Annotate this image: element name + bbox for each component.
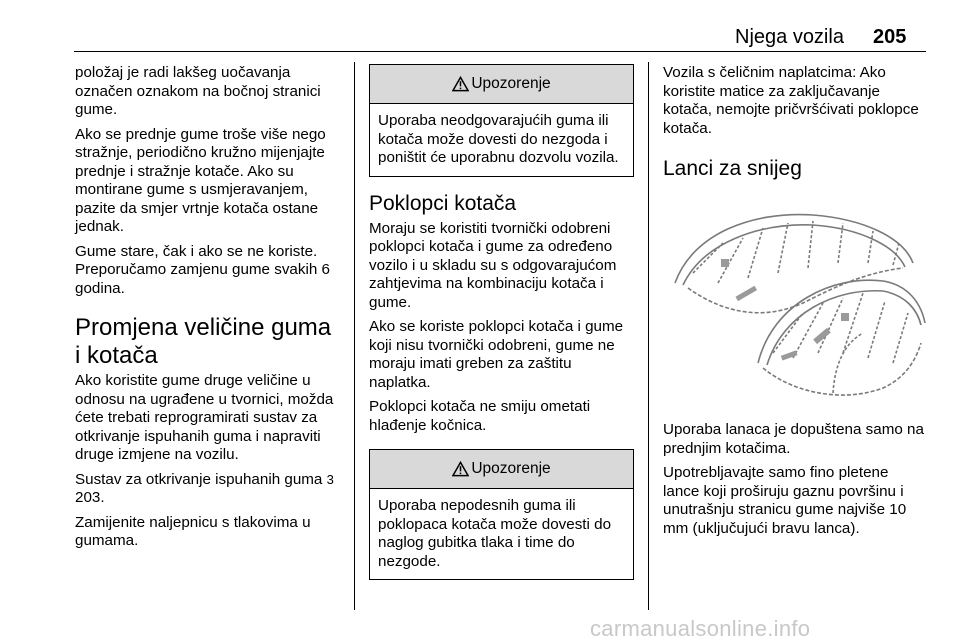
column-divider-2 [648,62,649,610]
paragraph-text: Sustav za otkrivanje ispuhanih guma [75,470,327,488]
column-1 [75,64,343,557]
column-divider-1 [354,62,355,610]
warning-header [370,450,633,489]
section-heading: Lanci za snijeg [663,157,802,180]
page-number: 205 [873,26,907,48]
warning-header [370,65,633,104]
watermark: carmanualsonline.info [590,616,811,641]
column-3 [663,64,927,544]
warning-title: Upozorenje [471,74,551,92]
warning-triangle-icon [452,461,469,477]
paragraph: Zamijenite naljepnicu s tlakovima u gumama. [75,513,311,549]
paragraph: Poklopci kotača ne smiju ometati hlađenje kočnica. [369,398,591,434]
warning-body [370,104,633,176]
paragraph: položaj je radi lakšeg uočavanja označen oznakom na bočnoj stranici gume. [75,64,321,118]
section-title: Njega vozila [735,26,844,48]
page-reference-link[interactable]: 203. [75,489,105,506]
paragraph: Ako se prednje gume troše više nego stražnje, periodično kružno mijenjajte prednje i stražnje kotače. Ako su montirane gume s usmjeravanjem, pazite da smjer vrtnje kotača ostane jednak. [75,125,326,235]
warning-triangle-icon [452,76,469,92]
warning-body [370,489,633,579]
warning-title: Upozorenje [471,459,551,477]
reference-arrow-icon: 3 [326,471,334,487]
warning-text: Uporaba neodgovarajućih guma ili kotača može dovesti do nezgoda i poništit će uporabnu dozvolu vozila. [378,112,619,166]
paragraph: Moraju se koristiti tvornički odobreni poklopci kotača i gume za određeno vozilo i u skladu su s odgovarajućom zahtjevima na kombinaciju kotača i gume. [369,219,617,311]
header-divider [74,51,926,52]
warning-box [369,449,634,580]
paragraph: Gume stare, čak i ako se ne koriste. Preporučamo zamjenu gume svakih 6 godina. [75,242,330,297]
paragraph: Ako koristite gume druge veličine u odnosu na ugrađene u tvornici, možda ćete trebati reprogramirati sustav za otkrivanje ispuhanih guma i napraviti druge izmjene na vozilu. [75,372,334,463]
warning-box [369,64,634,177]
column-2 [369,64,634,580]
section-heading: Promjena veličine guma i kotača [75,314,332,369]
paragraph: Vozila s čeličnim naplatcima: Ako koristite matice za zaključavanje kotača, nemojte pričvršćivati poklopce kotača. [663,64,919,137]
paragraph: Uporaba lanaca je dopuštena samo na prednjim kotačima. [663,421,924,457]
section-heading: Poklopci kotača [369,191,517,215]
paragraph: Upotrebljavajte samo fino pletene lance koji proširuju gaznu površinu i unutrašnju stranicu gume najviše 10 mm (uključujući bravu lanca). [663,464,907,537]
warning-text: Uporaba nepodesnih guma ili poklopaca kotača može dovesti do naglog gubitka tlaka i time do nezgode. [378,497,612,570]
paragraph: Ako se koriste poklopci kotača i gume koji nisu tvornički odobreni, gume ne moraju imati greben za zaštitu naplatka. [369,318,624,391]
snow-chains-illustration [663,193,927,409]
paragraph-with-reference [75,471,343,508]
